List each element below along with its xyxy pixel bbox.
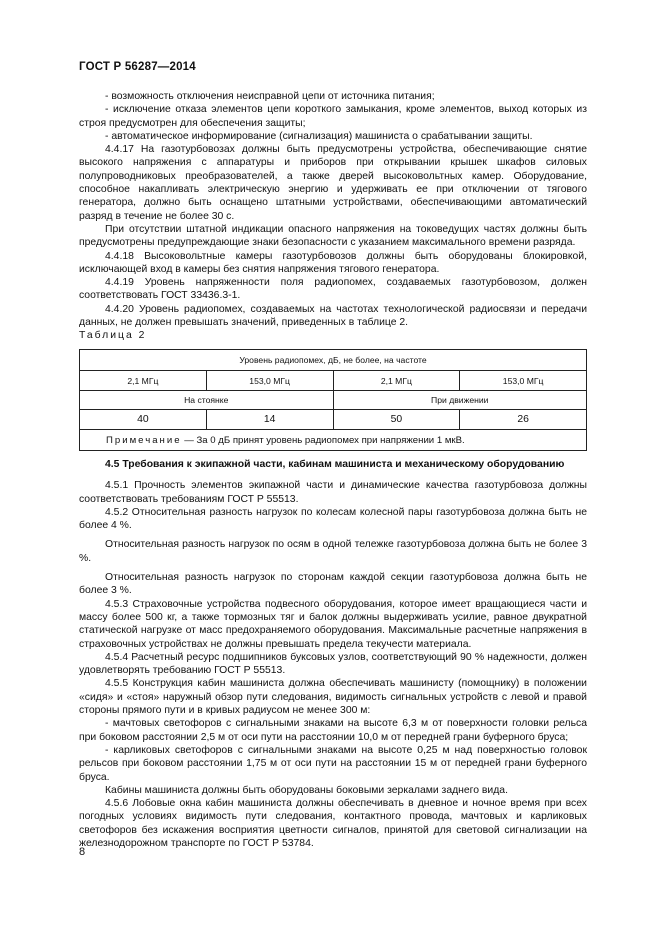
paragraph-4-5-1: 4.5.1 Прочность элементов экипажной части и динамические качества газотурбовоза должны соответствовать требованиям ГОСТ Р 55513. [79, 480, 587, 505]
paragraph: При отсутствии штатной индикации опасного напряжения на токоведущих частях должны быть предусмотрены предупреждающие знаки безопасности с указанием максимального времени разряда. [79, 223, 587, 249]
paragraph-4-4-17: 4.4.17 На газотурбовозах должны быть предусмотрены устройства, обеспечивающие снятие высокого напряжения с аппаратуры и приборов при открывании крышек шкафов силовых полупроводниковых преобразователей, а также дверей высоковольтных камер. Оборудование, способное накапливать электрическую энергию и удерживать ее при отключении от тягового генератора, должно быть оснащено штатными устройствами, обеспечивающими автоматический разряд в течение не более 30 с. [79, 144, 587, 222]
paragraph-4-5-6: 4.5.6 Лобовые окна кабин машиниста должны обеспечивать в дневное и ночное время при всех погодных условиях видимость пути следования, контактного провода, мачтовых и карликовых светофоров без искажения восприятия цветности сигналов, принятой для световой сигнализации на железнодорожном транспорте по ГОСТ Р 53784. [79, 798, 587, 850]
document-code: ГОСТ Р 56287—2014 [79, 61, 196, 73]
paragraph: - исключение отказа элементов цепи короткого замыкания, кроме элементов, выход которых из строя предусмотрен для обеспечения защиты; [79, 104, 587, 129]
section-title: 4.5 Требования к экипажной части, кабинам машиниста и механическому оборудованию [105, 459, 565, 470]
value-cell: 14 [206, 410, 333, 430]
paragraph-4-4-20: 4.4.20 Уровень радиопомех, создаваемых на частотах технологической радиосвязи и передачи данных, не должен превышать значений, приведенных в таблице 2. [79, 303, 587, 329]
frequency-cell: 153,0 МГц [206, 371, 333, 391]
paragraph: - возможность отключения неисправной цепи от источника питания; [105, 91, 435, 102]
paragraph-4-5-4: 4.5.4 Расчетный ресурс подшипников буксовых узлов, соответствующий 90 % надежности, должен удовлетворять требованию ГОСТ Р 55513. [79, 651, 587, 677]
group-parked: На стоянке [80, 391, 334, 410]
paragraph: Относительная разность нагрузок по осям в одной тележке газотурбовоза должна быть не более 3 %. [79, 539, 587, 564]
paragraph-4-5-5: 4.5.5 Конструкция кабин машиниста должна обеспечивать машинисту (помощнику) в положении «сидя» и «стоя» наружный обзор пути следования, видимость сигнальных устройств с левой и правой стороны прямого пути и в кривых радиусом не менее 300 м: [79, 678, 587, 717]
note-text: — За 0 дБ принят уровень радиопомех при напряжении 1 мкВ. [184, 434, 465, 446]
paragraph: - автоматическое информирование (сигнализация) машиниста о срабатывании защиты. [105, 130, 533, 142]
radio-interference-table [79, 349, 587, 451]
note-label: Примечание [106, 434, 182, 446]
text-block-bottom [79, 458, 587, 850]
table-caption: Таблица 2 [79, 330, 147, 341]
value-cell: 26 [460, 410, 587, 430]
frequency-cell: 2,1 МГц [333, 371, 460, 391]
paragraph-4-5-3: 4.5.3 Страховочные устройства подвесного оборудования, которое имеет вращающиеся части и массу более 500 кг, а также тормозных тяг и балок должны выдерживать усилие, равное двукратной статической нагрузке от масс предохраняемого оборудования. Максимальные расчетные напряжения в страховочных устройствах не должны превышать предела текучести материала. [79, 598, 587, 650]
frequency-cell: 153,0 МГц [460, 371, 587, 391]
paragraph: Относительная разность нагрузок по сторонам каждой секции газотурбовоза должна быть не более 3 %. [79, 572, 587, 597]
paragraph-4-4-19: 4.4.19 Уровень напряженности поля радиопомех, создаваемых газотурбовозом, должен соответствовать ГОСТ 33436.3-1. [79, 277, 587, 302]
page-number: 8 [79, 846, 86, 858]
paragraph: - карликовых светофоров с сигнальными знаками на высоте 0,25 м над поверхностью головок рельсов при боковом расстоянии 1,75 м от оси пути на расстоянии 15 м от передней грани буферного бруса. [79, 744, 587, 783]
value-cell: 40 [80, 410, 207, 430]
table-note [80, 430, 587, 451]
paragraph: - мачтовых светофоров с сигнальными знаками на высоте 6,3 м от поверхности головки рельса при боковом расстоянии 2,5 м от оси пути на расстоянии 10,0 м от передней грани буферного бруса; [79, 718, 587, 743]
paragraph: Кабины машиниста должны быть оборудованы боковыми зеркалами заднего вида. [105, 784, 508, 796]
frequency-cell: 2,1 МГц [80, 371, 207, 391]
text-block-top [79, 90, 587, 329]
group-moving: При движении [333, 391, 587, 410]
table-header: Уровень радиопомех, дБ, не более, на частоте [80, 350, 587, 371]
paragraph-4-5-2: 4.5.2 Относительная разность нагрузок по колесам колесной пары газотурбовоза должна быть не более 4 %. [79, 506, 587, 532]
value-cell: 50 [333, 410, 460, 430]
paragraph-4-4-18: 4.4.18 Высоковольтные камеры газотурбовозов должны быть оборудованы блокировкой, исключающей вход в камеры без снятия напряжения тягового генератора. [79, 250, 587, 275]
